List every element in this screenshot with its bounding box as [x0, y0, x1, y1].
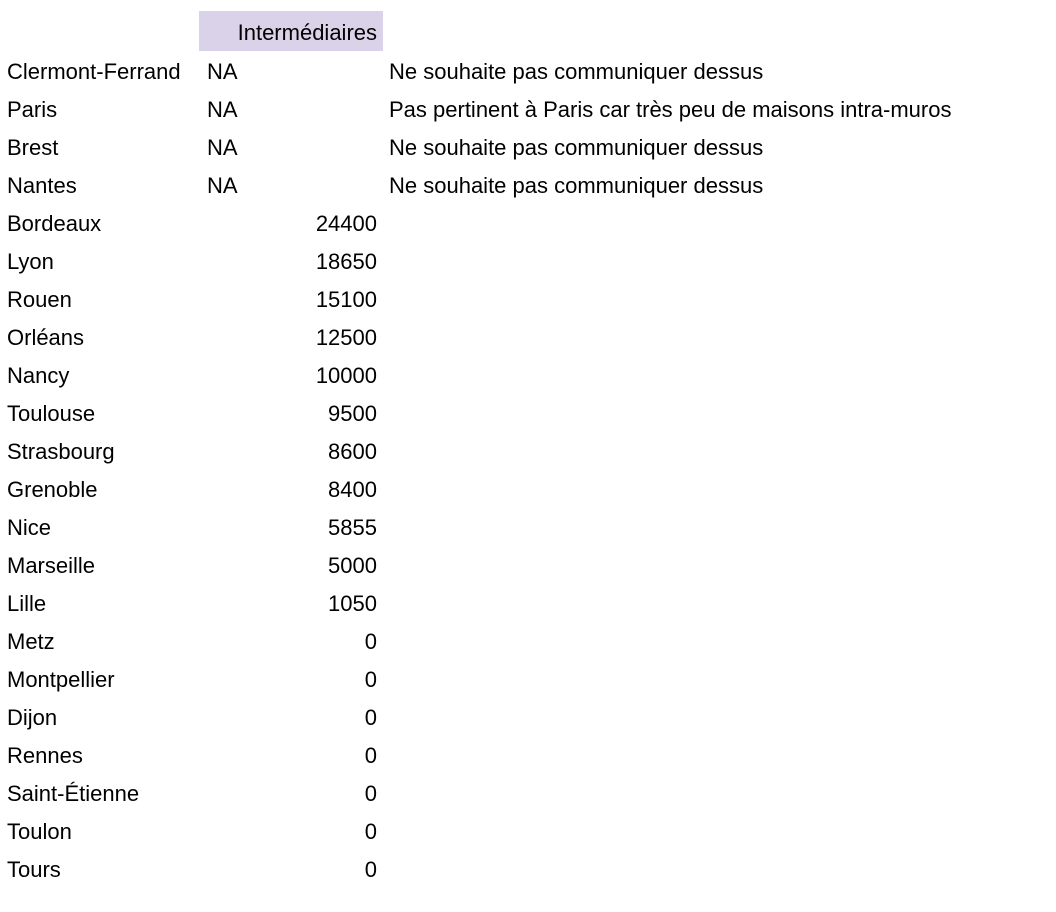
table-row [0, 509, 1056, 547]
table-row [0, 281, 1056, 319]
table-row [0, 433, 1056, 471]
value-cell[interactable]: 0 [364, 743, 377, 768]
table-row [0, 53, 1056, 91]
city-cell[interactable]: Brest [7, 135, 59, 160]
table-row [0, 699, 1056, 737]
value-cell[interactable]: 0 [364, 705, 377, 730]
city-cell[interactable]: Strasbourg [7, 439, 115, 464]
table-row [0, 319, 1056, 357]
table-body [0, 53, 1056, 889]
note-cell[interactable]: Pas pertinent à Paris car très peu de maisons intra-muros [389, 97, 952, 122]
city-cell[interactable]: Lyon [7, 249, 54, 274]
value-cell[interactable]: 1050 [328, 591, 377, 616]
city-cell[interactable]: Saint-Étienne [7, 781, 140, 806]
city-cell[interactable]: Lille [7, 591, 47, 616]
value-cell[interactable]: 24400 [315, 211, 377, 236]
value-cell[interactable]: 18650 [315, 249, 377, 274]
value-cell[interactable]: 0 [364, 667, 377, 692]
value-cell[interactable]: 8600 [328, 439, 377, 464]
note-cell[interactable]: Ne souhaite pas communiquer dessus [389, 59, 764, 84]
column-header-intermediaires[interactable]: Intermédiaires [199, 11, 383, 51]
value-cell[interactable]: 8400 [328, 477, 377, 502]
city-cell[interactable]: Marseille [7, 553, 96, 578]
note-cell[interactable]: Ne souhaite pas communiquer dessus [389, 173, 764, 198]
city-cell[interactable]: Metz [7, 629, 55, 654]
city-cell[interactable]: Toulouse [7, 401, 96, 426]
note-cell[interactable]: Ne souhaite pas communiquer dessus [389, 135, 764, 160]
table-row [0, 205, 1056, 243]
table-row [0, 243, 1056, 281]
table-row [0, 471, 1056, 509]
city-cell[interactable]: Nice [7, 515, 52, 540]
table-row [0, 851, 1056, 889]
table-row [0, 737, 1056, 775]
value-cell[interactable]: 0 [364, 629, 377, 654]
table-row [0, 167, 1056, 205]
city-cell[interactable]: Bordeaux [7, 211, 102, 236]
city-cell[interactable]: Dijon [7, 705, 58, 730]
table-row [0, 775, 1056, 813]
value-cell[interactable]: NA [207, 59, 238, 84]
table-row [0, 91, 1056, 129]
table-row [0, 129, 1056, 167]
city-cell[interactable]: Rouen [7, 287, 72, 312]
table-row [0, 585, 1056, 623]
city-cell[interactable]: Nancy [7, 363, 70, 388]
value-cell[interactable]: 15100 [315, 287, 377, 312]
city-cell[interactable]: Orléans [7, 325, 85, 350]
city-cell[interactable]: Nantes [7, 173, 77, 198]
value-cell[interactable]: 10000 [315, 363, 377, 388]
table-row [0, 813, 1056, 851]
value-cell[interactable]: 0 [364, 857, 377, 882]
value-cell[interactable]: 9500 [328, 401, 377, 426]
value-cell[interactable]: 0 [364, 819, 377, 844]
header-row [0, 11, 1056, 49]
value-cell[interactable]: 5855 [328, 515, 377, 540]
table-row [0, 623, 1056, 661]
city-cell[interactable]: Tours [7, 857, 61, 882]
value-cell[interactable]: 12500 [315, 325, 377, 350]
value-cell[interactable]: 0 [364, 781, 377, 806]
table-row [0, 357, 1056, 395]
city-cell[interactable]: Grenoble [7, 477, 98, 502]
city-cell[interactable]: Toulon [7, 819, 72, 844]
table-row [0, 395, 1056, 433]
value-cell[interactable]: NA [207, 97, 238, 122]
city-cell[interactable]: Clermont-Ferrand [7, 59, 181, 84]
city-cell[interactable]: Montpellier [7, 667, 115, 692]
city-cell[interactable]: Rennes [7, 743, 83, 768]
value-cell[interactable]: NA [207, 173, 238, 198]
table-row [0, 547, 1056, 585]
city-cell[interactable]: Paris [7, 97, 58, 122]
table-row [0, 661, 1056, 699]
value-cell[interactable]: 5000 [328, 553, 377, 578]
value-cell[interactable]: NA [207, 135, 238, 160]
